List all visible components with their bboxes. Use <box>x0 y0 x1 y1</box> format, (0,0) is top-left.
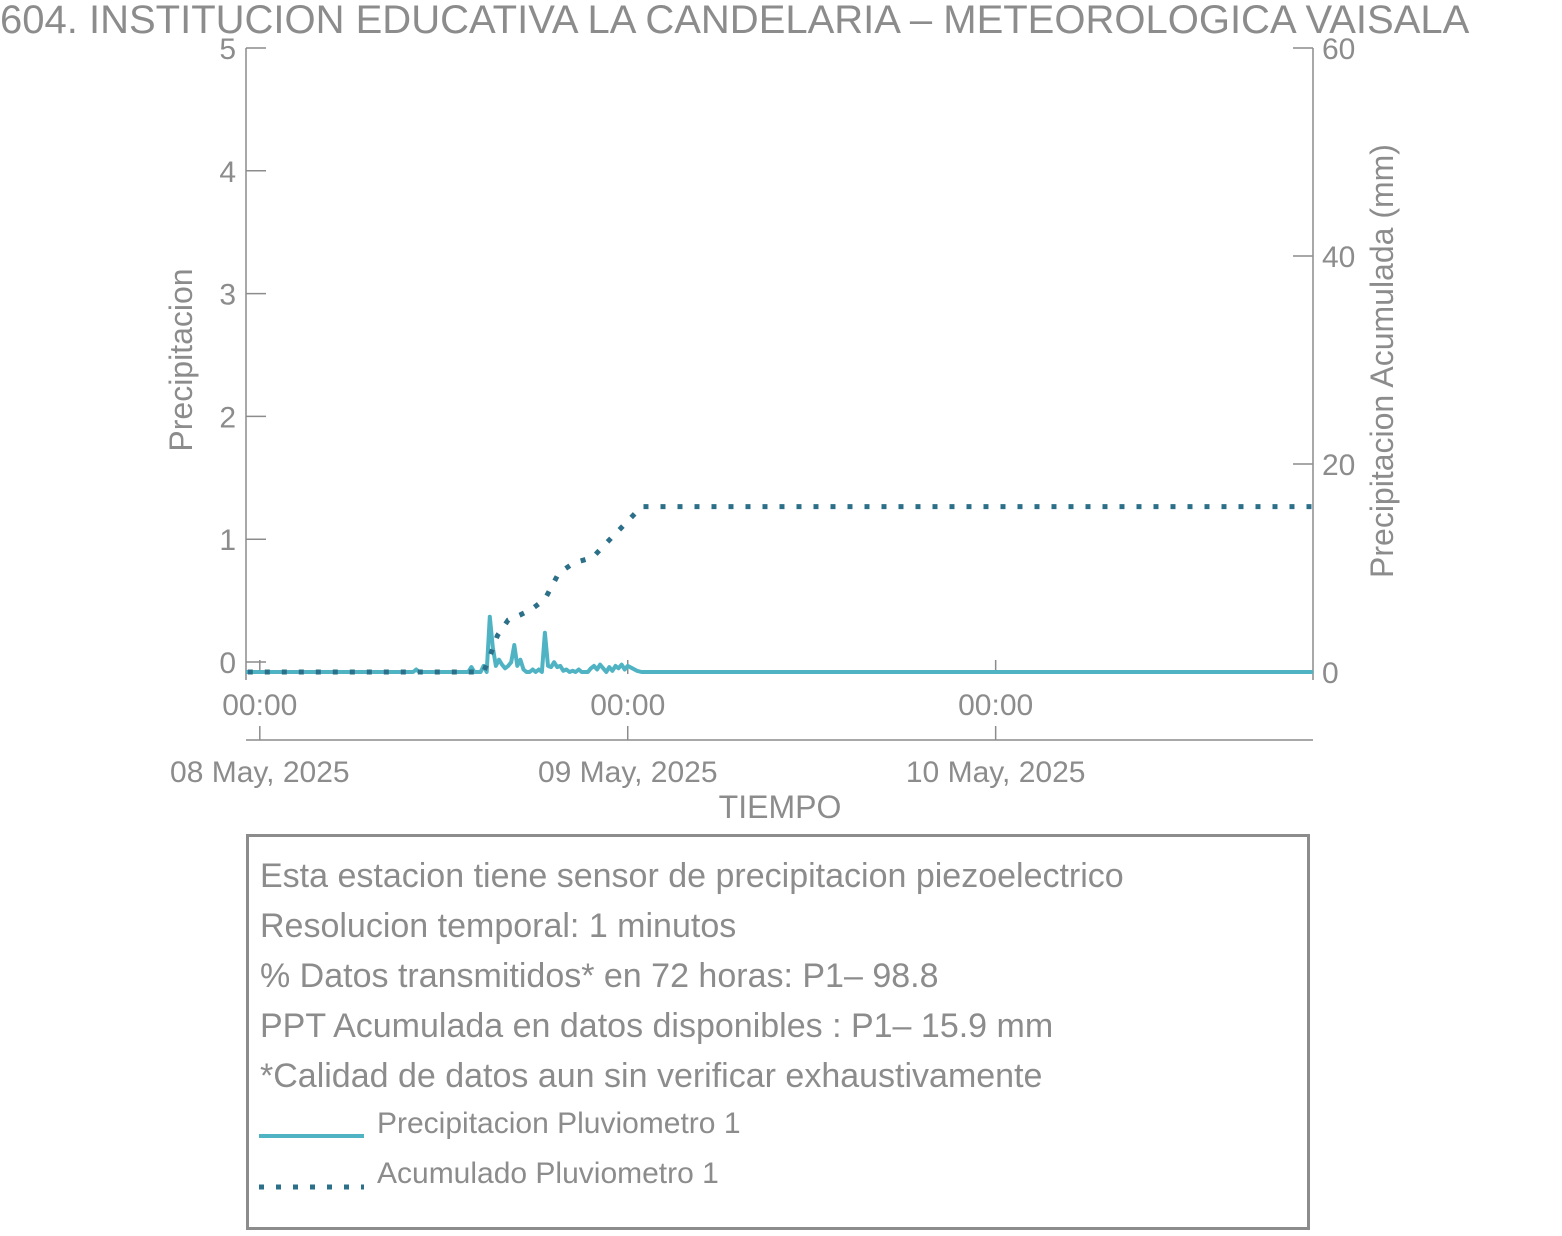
x-axis-label: TIEMPO <box>718 789 842 825</box>
info-line-accumulated: PPT Acumulada en datos disponibles : P1– 15.9 mm <box>260 1007 1054 1045</box>
y-tick-label-left: 3 <box>219 278 236 312</box>
x-tick-label-date: 08 May, 2025 <box>170 756 350 789</box>
info-box <box>246 834 1310 1230</box>
y-tick-label-left: 0 <box>219 647 236 680</box>
x-tick-label-time: 00:00 <box>590 689 666 722</box>
legend-label-accumulated: Acumulado Pluviometro 1 <box>377 1157 719 1190</box>
info-line-resolution: Resolucion temporal: 1 minutos <box>260 907 737 945</box>
y-axis-left-label: Precipitacion <box>163 268 199 452</box>
y-axis-right-label: Precipitacion Acumulada (mm) <box>1364 144 1400 578</box>
legend-swatch-dotted <box>259 1157 369 1197</box>
y-tick-label-left: 2 <box>219 401 236 435</box>
y-tick-label-left: 4 <box>219 155 236 189</box>
x-tick-label-date: 10 May, 2025 <box>905 756 1086 789</box>
y-tick-label-right: 20 <box>1322 449 1356 482</box>
y-tick-label-right: 40 <box>1322 241 1356 274</box>
y-tick-label-left: 5 <box>219 33 236 66</box>
legend-swatch-solid <box>259 1107 369 1147</box>
series-layer <box>214 507 1333 672</box>
info-line-quality: *Calidad de datos aun sin verificar exhaustivamente <box>260 1057 1043 1095</box>
x-tick-label-date: 09 May, 2025 <box>537 756 718 789</box>
series-line-acumulado <box>214 507 1333 672</box>
axes-layer <box>170 33 1355 789</box>
info-line-transmitted: % Datos transmitidos* en 72 horas: P1– 98.8 <box>260 957 939 995</box>
series-line-precipitacion <box>214 617 1333 672</box>
y-tick-label-right: 0 <box>1322 657 1339 690</box>
chart-title: 604. INSTITUCION EDUCATIVA LA CANDELARIA – METEOROLOGICA VAISALA <box>0 0 1470 42</box>
x-tick-label-time: 00:00 <box>222 689 298 722</box>
x-tick-label-time: 00:00 <box>958 689 1034 722</box>
y-tick-label-right: 60 <box>1322 33 1356 66</box>
legend-label-precipitation: Precipitacion Pluviometro 1 <box>377 1107 741 1140</box>
info-line-sensor: Esta estacion tiene sensor de precipitacion piezoelectrico <box>260 857 1124 895</box>
y-tick-label-left: 1 <box>219 524 236 558</box>
